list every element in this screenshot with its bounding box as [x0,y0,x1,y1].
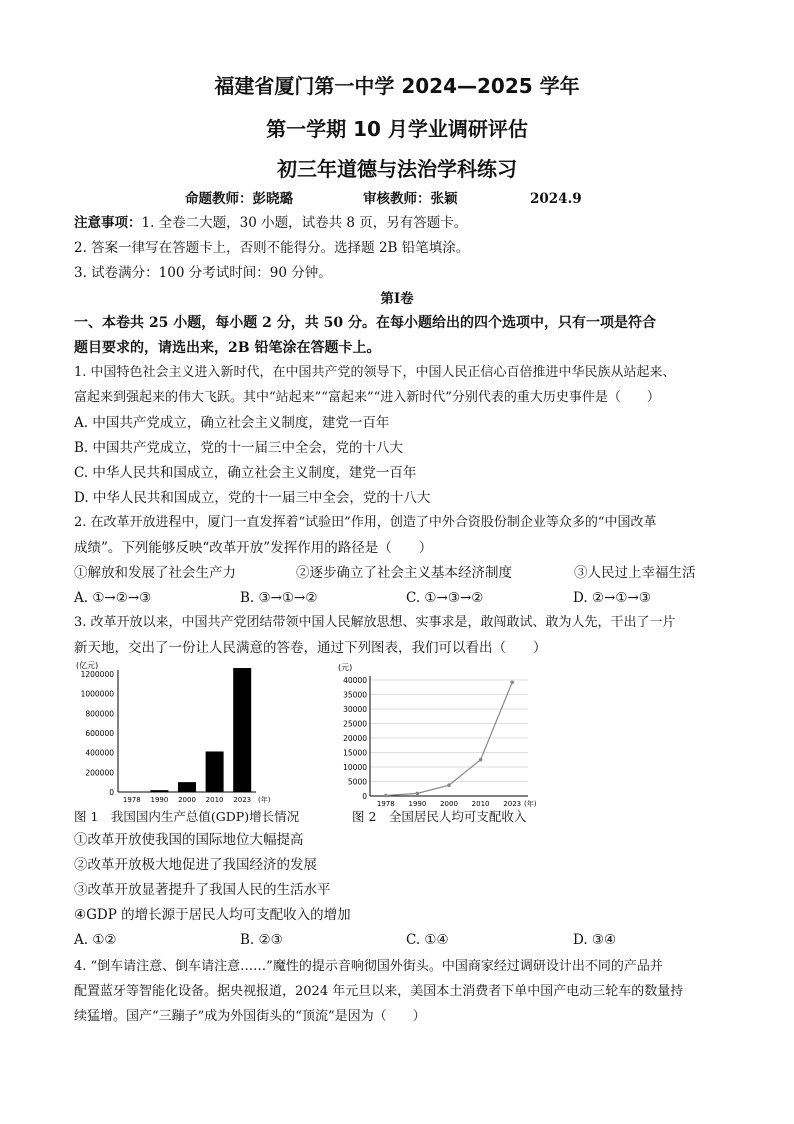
chart1-ytick-label: 600000 [85,729,114,738]
chart1-ytick-label: 1200000 [80,670,114,679]
chart2-point [479,758,483,762]
chart1-bar [206,751,224,792]
income-line-chart [336,660,546,810]
q1-stem-line2: 富起来到强起来的伟大飞跃。其中“站起来”“富起来”“进入新时代”分别代表的重大历史事件是（ ） [74,390,660,405]
fig1-caption: 图 1 我国国内生产总值(GDP)增长情况 [74,809,300,824]
q3-option-a: A. ①② [74,932,117,948]
chart2-ytick-label: 25000 [343,719,367,729]
chart2-xtick-label: 2023 [503,800,522,808]
q2-statement-3: ③人民过上幸福生活 [574,565,696,581]
q1-option-c: C. 中华人民共和国成立，确立社会主义制度，建党一百年 [74,465,417,481]
chart1-bar [178,782,196,792]
q2-option-b: B. ③→①→② [240,590,318,606]
chart1-xtick-label: 2010 [205,796,224,804]
chart2-xlabel: (年) [524,800,537,808]
notes-line1 [74,214,467,232]
q3-stem-line1: 3. 改革开放以来，中国共产党团结带领中国人民解放思想、实事求是，敢闯敢试、敢为人先，干出了一片 [74,615,676,630]
doc-title-line3: 初三年道德与法治学科练习 [277,157,517,181]
q2-statement-2: ②逐步确立了社会主义基本经济制度 [296,565,512,581]
exam-date: 2024.9 [530,191,582,207]
doc-title-line2: 第一学期 10 月学业调研评估 [266,117,528,141]
chart1-ytick-label: 0 [109,788,114,797]
reviewer-teacher: 审核教师：张颖 [363,191,458,207]
q2-option-d: D. ②→①→③ [573,590,651,606]
chart1-xtick-label: 2023 [233,796,252,804]
chart2-xtick-label: 2010 [471,800,490,808]
notes-label: 注意事项： [74,215,142,231]
q1-stem-line1: 1. 中国特色社会主义进入新时代，在中国共产党的领导下，中国人民正信心百倍推进中华民族从站起来、 [74,365,676,380]
chart1-xtick-label: 2000 [178,796,196,804]
chart1-ytick-label: 800000 [85,709,114,719]
q3-statement-1: ①改革开放使我国的国际地位大幅提高 [74,832,304,848]
q1-option-b: B. 中国共产党成立，党的十一届三中全会，党的十八大 [74,440,404,456]
chart1-bar [233,668,251,792]
q1-option-d: D. 中华人民共和国成立，党的十一届三中全会，党的十八大 [74,490,431,506]
chart2-xtick-label: 2000 [440,800,458,808]
q2-statement-1: ①解放和发展了社会生产力 [74,565,236,581]
q2-option-a: A. ①→②→③ [74,590,152,606]
chart2-ytick-label: 30000 [343,705,367,714]
gdp-bar-chart-svg [74,658,284,810]
notes-item2: 2. 答案一律写在答题卡上，否则不能得分。选择题 2B 铅笔填涂。 [74,240,470,256]
q1-option-a: A. 中国共产党成立，确立社会主义制度，建党一百年 [74,415,390,431]
income-line-chart-svg [336,660,546,810]
q4-stem-line3: 续猛增。国产“三蹦子”成为外国街头的“顶流”是因为（ ） [74,1009,426,1024]
chart1-ytick-label: 400000 [85,748,114,758]
chart2-ytick-label: 0 [362,792,367,801]
chart2-ytick-label: 15000 [343,748,367,758]
chart1-xlabel: (年) [258,796,271,804]
q3-option-c: C. ①④ [406,932,449,948]
section-title: 第Ⅰ卷 [380,291,414,307]
q4-stem-line1: 4. “倒车请注意、倒车请注意……”魔性的提示音响彻国外街头。中国商家经过调研设计出不同的产品并 [74,959,663,974]
chart1-bar [150,790,168,792]
chart1-ytick-label: 1000000 [80,689,114,699]
q2-stem-line1: 2. 在改革开放进程中，厦门一直发挥着“试验田”作用，创造了中外合资股份制企业等众多的“中国改革 [74,515,657,530]
chart1-ytick-label: 200000 [85,768,114,778]
doc-title-line1: 福建省厦门第一中学 2024—2025 学年 [214,74,580,98]
q3-stem-line2: 新天地，交出了一份让人民满意的答卷，通过下列图表，我们可以看出（ ） [74,640,547,656]
q2-option-c: C. ①→③→② [406,590,484,606]
chart2-ytick-label: 20000 [343,734,367,743]
q3-statement-3: ③改革开放显著提升了我国人民的生活水平 [74,882,331,898]
q3-option-b: B. ②③ [240,932,283,948]
chart2-point [384,794,388,798]
notes-item3: 3. 试卷满分：100 分考试时间：90 分钟。 [74,265,332,281]
chart2-xtick-label: 1978 [376,800,395,808]
section-instruction-line2: 题目要求的，请选出来，2B 铅笔涂在答题卡上。 [74,340,381,356]
fig2-caption: 图 2 全国居民人均可支配收入 [352,809,527,824]
chart2-ytick-label: 40000 [343,676,367,685]
gdp-bar-chart [74,658,284,810]
q4-stem-line2: 配置蓝牙等智能化设备。据央视报道，2024 年元旦以来，美国本土消费者下单中国产电动三轮车的数量持 [74,984,684,999]
chart2-point [447,783,451,787]
chart2-point [510,680,514,684]
q3-option-d: D. ③④ [573,932,617,948]
chart2-ylabel: (元) [338,663,353,672]
notes-item1: 1. 全卷二大题，30 小题，试卷共 8 页，另有答题卡。 [141,215,468,231]
chart1-ylabel: (亿元) [76,661,99,670]
chart2-ytick-label: 5000 [347,777,367,787]
chart2-ytick-label: 35000 [343,690,367,700]
chart1-xtick-label: 1978 [122,796,141,804]
chart2-point [416,792,420,796]
chart1-xtick-label: 1990 [150,796,169,804]
q2-stem-line2: 成绩”。下列能够反映“改革开放”发挥作用的路径是（ ） [74,540,433,556]
chart2-ytick-label: 10000 [343,763,367,772]
q3-statement-2: ②改革开放极大地促进了我国经济的发展 [74,857,317,873]
setter-teacher: 命题教师：彭晓璐 [185,191,293,207]
section-instruction-line1: 一、本卷共 25 小题，每小题 2 分，共 50 分。在每小题给出的四个选项中，只有一项是符合 [74,315,656,331]
chart2-series-line [386,682,512,795]
chart2-xtick-label: 1990 [408,800,427,808]
q3-statement-4: ④GDP 的增长源于居民人均可支配收入的增加 [74,907,351,923]
